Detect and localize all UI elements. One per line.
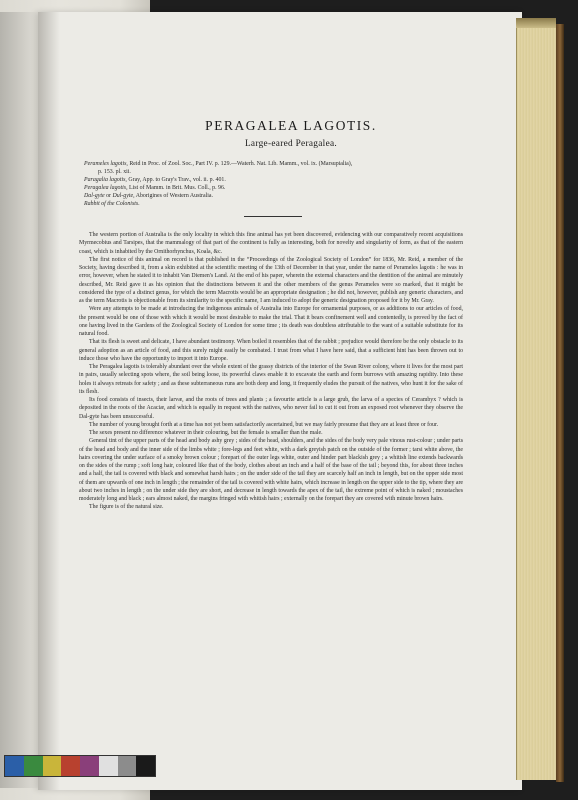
calibration-swatch	[99, 756, 118, 776]
synonymy-entry: Peragalea lagotis, List of Mamm. in Brit. Mus. Coll., p. 96.	[84, 185, 226, 192]
paragraph: The first notice of this animal on record is that published in the “Proceedings of the Zoological Society of London” for 1836, Mr. Reid, a member of the Society, having described it, from a skin exhibited at the scientific meeting of the 13th of December in that year, under the name of Perameles lagotis : he was in error, however, when he stated it to inhabit Van Diemen's Land. At the end of his paper, wherein the external characters and the dentition of the animal are minutely described, Mr. Reid gave it as his opinion that the distinctions between it and the other members of the genus Perameles were so marked, that it might be considered the type of a distinct genus, for which the term Macrotis would be an appropriate designation ; he did not, however, publish any generic characters, and as the term Macrotis is objectionable from its similarity to the specific name, I am induced to adopt the generic designation proposed for it by Mr. Gray.	[79, 256, 463, 304]
calibration-swatch	[80, 756, 99, 776]
synonymy-entry: Dal-gyte or Dul-gyte, Aborigines of Western Australia.	[84, 193, 213, 200]
paragraph: The Peragalea lagotis is tolerably abundant over the whole extent of the grassy districts of the interior of the Swan River colony, where it lives for the most part in pairs, usually selecting spots where, the soil being loose, its powerful claws enable it to excavate the earth and form burrows with amazing rapidity. Into these holes it always retreats for safety ; and as these subterraneous runs are both deep and long, it frequently eludes the pursuit of the natives, who hunt it for the sake of its flesh.	[79, 364, 463, 395]
paragraph: The figure is of the natural size.	[89, 504, 164, 511]
color-calibration-strip	[4, 755, 156, 777]
synonymy-entry: Perameles lagotis, Reid in Proc. of Zool. Soc., Part IV. p. 129.—Waterh. Nat. Lib. Mamm., vol. ix. (Marsupialia),	[84, 161, 353, 167]
synonymy-list	[84, 160, 464, 209]
paragraph: Its food consists of insects, their larvæ, and the roots of trees and plants ; a favourite article is a large grub, the larva of a species of Cerambyx ? which is deposited in the roots of the Acaciæ, and which is equally in request with the natives, who never fail to cut it out from an exposed root whenever they observe the Dal-gyte has been unsuccessful.	[79, 397, 463, 420]
paragraph: General tint of the upper parts of the head and body ashy grey ; sides of the head, shoulders, and the sides of the body very pale vinous rust-colour ; under parts of the head and body and the inner side of the limbs white ; fore-legs and feet white, with a dark greyish patch on the outside of the former ; tarsi white above, the hairs covering the under surface of a smoky brown colour ; forepart of the outer legs white, outer and hinder part blackish grey ; a whitish line extends backwards on the sides of the rump ; soft long hair, coloured like that of the body, clothes about an inch and a half of the base of the tail ; beyond this, for about three inches and a half, the tail is covered with black and somewhat harsh hairs ; on the under side of the tail they are scarcely half an inch in length, but on the upper side most of them are upwards of one inch in length ; the remainder of the tail is covered with white hairs, which increase in length on the upper side to the tip, where they are about two inches in length ; on the under side they are short, and decrease in length towards the apex of the tail, the extreme point of which is naked ; moustaches moderately long and black ; ears almost naked, the margins fringed with whitish hairs ; externally on the forepart they are covered with minute brown hairs.	[79, 438, 463, 502]
page-subtitle: Large-eared Peragalea.	[244, 139, 338, 149]
paragraph: Were any attempts to be made at introducing the indigenous animals of Australia into Europe for ornamental purposes, or as additions to our articles of food, the present would be one of those with which it would be most desirable to make the trial. That it bears confinement well and contentedly, is proved by the fact of one having lived in the Gardens of the Zoological Society of London for some time ; its death was doubtless attributable to the want of a suitable substitute for its natural food.	[79, 306, 463, 337]
section-divider	[244, 216, 302, 217]
calibration-swatch	[5, 756, 24, 776]
synonymy-entry: p. 153. pl. xii.	[98, 169, 131, 176]
synonymy-entry: Rabbit of the Colonists.	[84, 201, 140, 208]
page-title: PERAGALEA LAGOTIS.	[205, 118, 377, 133]
calibration-swatch	[61, 756, 80, 776]
paragraph: The western portion of Australia is the only locality in which this fine animal has yet been discovered, evidencing with our comparatively recent acquisitions Myrmecobius and Tarsipes, that the mammalogy of that part of the continent is fully as interesting, both for novelty and singularity of form, as that of the eastern coast, which is inhabited by the Ornithorhynchus, Koala, &c.	[79, 232, 463, 255]
page-gutter-shadow	[38, 12, 60, 790]
calibration-swatch	[24, 756, 43, 776]
book-cover-edge	[556, 24, 564, 782]
page-stack-edge	[516, 28, 557, 780]
synonymy-entry: Paragalia lagotis, Gray, App. to Gray's Trav., vol. ii. p. 401.	[84, 177, 226, 184]
paragraph: The number of young brought forth at a time has not yet been satisfactorily ascertained, but we may fairly presume that they are at least three or four.	[89, 421, 439, 428]
body-text	[79, 231, 463, 512]
calibration-swatch	[136, 756, 155, 776]
paragraph: The sexes present no difference whatever in their colouring, but the female is smaller than the male.	[89, 430, 323, 436]
calibration-swatch	[43, 756, 62, 776]
paragraph: That its flesh is sweet and delicate, I have abundant testimony. When boiled it resembles that of the rabbit ; prejudice would therefore be the only obstacle to its general adoption as an article of food, and this surely might easily be combated. I trust from what I have here said, that a sufficient hint has been thrown out to induce those who have the opportunity to import it into Europe.	[79, 339, 463, 362]
calibration-swatch	[118, 756, 137, 776]
facing-page-shadow	[0, 12, 40, 788]
